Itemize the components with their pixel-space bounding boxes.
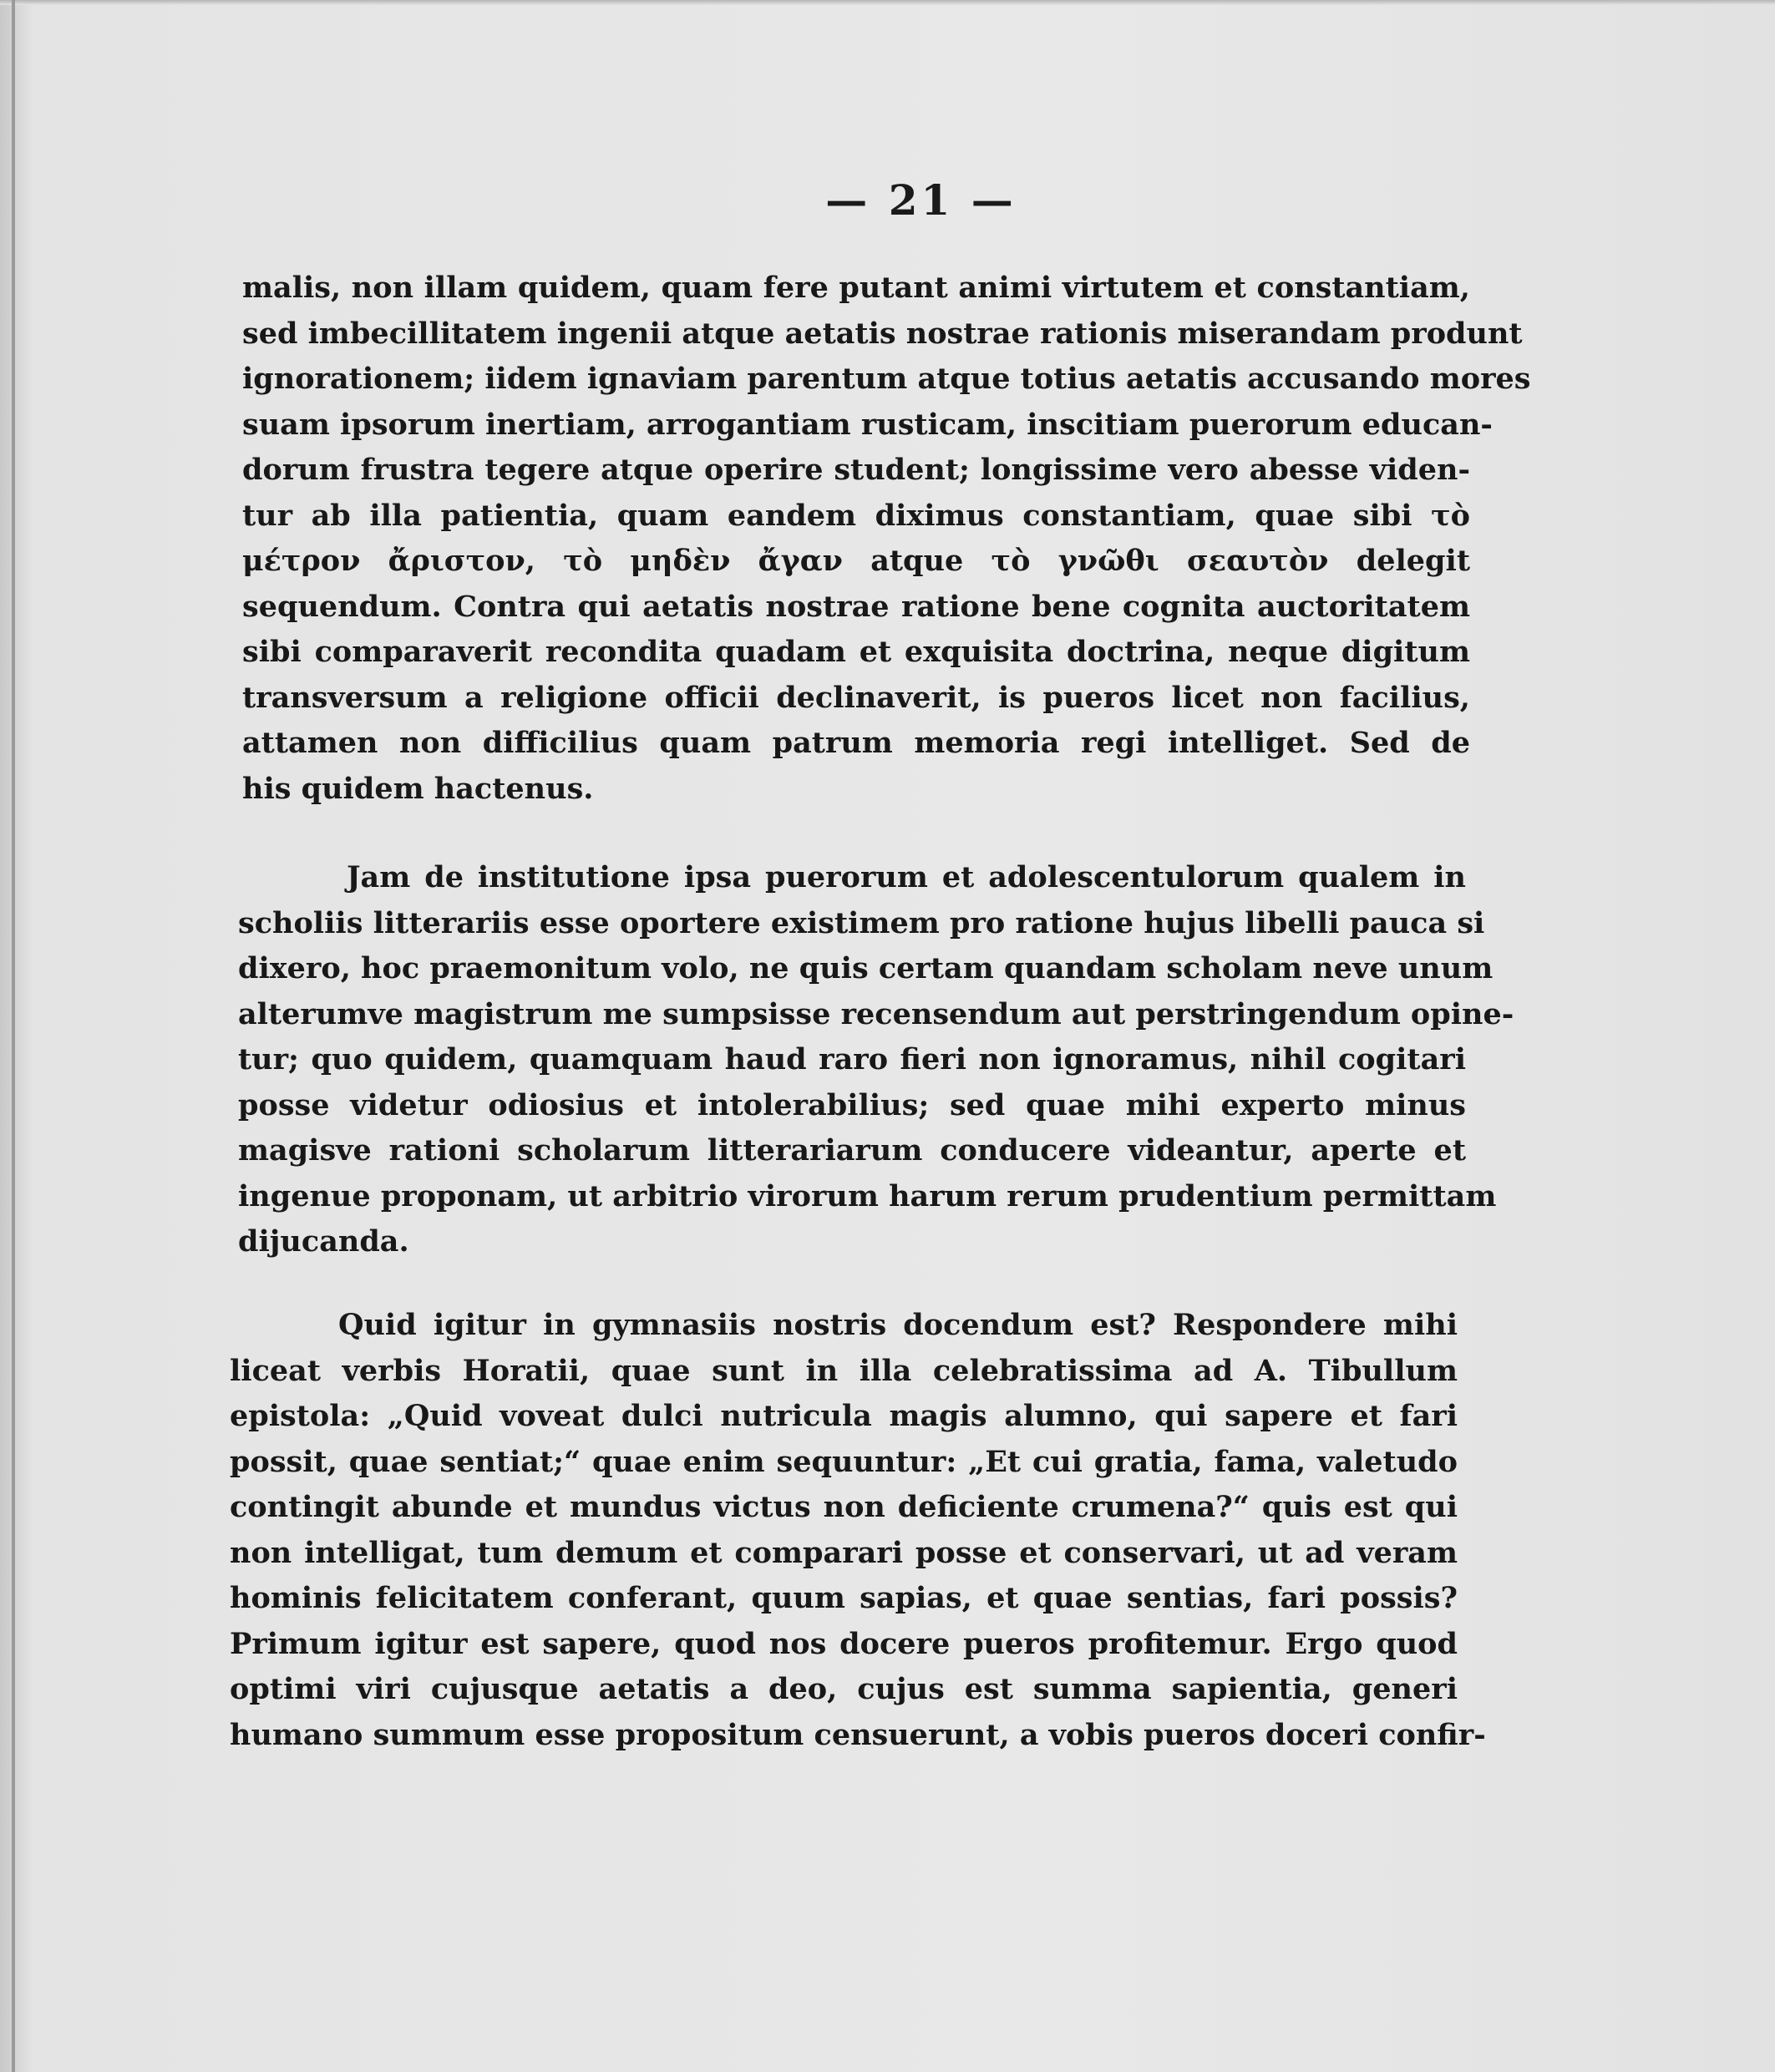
text-line: suam ipsorum inertiam, arrogantiam rusticam, inscitiam puerorum educan- bbox=[242, 407, 1493, 442]
paragraph-2 bbox=[238, 855, 1514, 1265]
text-line: hominis felicitatem conferant, quum sapias, et quae sentias, fari possis? bbox=[230, 1581, 1458, 1615]
paragraph-3 bbox=[230, 1303, 1486, 1758]
text-line: posse videtur odiosius et intolerabilius; sed quae mihi experto minus bbox=[238, 1087, 1466, 1122]
text-line: sequendum. Contra qui aetatis nostrae ratione bene cognita auctoritatem bbox=[242, 589, 1470, 624]
text-line: attamen non difficilius quam patrum memoria regi intelliget. Sed de bbox=[242, 726, 1470, 760]
text-line: Jam de institutione ipsa puerorum et adolescentulorum qualem in bbox=[347, 860, 1466, 894]
text-line: tur ab illa patientia, quam eandem diximus constantiam, quae sibi τὸ bbox=[242, 498, 1470, 533]
text-line: his quidem hactenus. bbox=[242, 771, 594, 806]
text-line: dorum frustra tegere atque operire student; longissime vero abesse viden- bbox=[242, 453, 1470, 487]
text-line: contingit abunde et mundus victus non deficiente crumena?“ quis est qui bbox=[230, 1490, 1458, 1524]
text-line: liceat verbis Horatii, quae sunt in illa celebratissima ad A. Tibullum bbox=[230, 1353, 1458, 1388]
text-line: epistola: „Quid voveat dulci nutricula magis alumno, qui sapere et fari bbox=[230, 1399, 1458, 1433]
text-line: dijucanda. bbox=[238, 1224, 409, 1259]
text-line-greek: μέτρον ἄριστον, τὸ μηδὲν ἄγαν atque τὸ γνῶθι σεαυτὸν delegit bbox=[242, 544, 1470, 578]
text-line: tur; quo quidem, quamquam haud raro fieri non ignoramus, nihil cogitari bbox=[238, 1042, 1466, 1077]
text-line: non intelligat, tum demum et comparari posse et conservari, ut ad veram bbox=[230, 1535, 1458, 1570]
text-line: optimi viri cujusque aetatis a deo, cujus est summa sapientia, generi bbox=[230, 1672, 1458, 1706]
text-line: alterumve magistrum me sumpsisse recensendum aut perstringendum opine- bbox=[238, 996, 1514, 1031]
text-line: magisve rationi scholarum litterariarum conducere videantur, aperte et bbox=[238, 1133, 1466, 1168]
text-line: scholiis litterariis esse oportere existimem pro ratione hujus libelli pauca si bbox=[238, 905, 1485, 940]
text-line: ingenue proponam, ut arbitrio virorum harum rerum prudentium permittam bbox=[238, 1178, 1497, 1213]
text-line: humano summum esse propositum censuerunt, a vobis pueros doceri confir- bbox=[230, 1717, 1486, 1752]
text-line: ignorationem; iidem ignaviam parentum atque totius aetatis accusando mores bbox=[242, 362, 1531, 396]
text-line: Primum igitur est sapere, quod nos docere pueros profitemur. Ergo quod bbox=[230, 1626, 1458, 1661]
text-line: dixero, hoc praemonitum volo, ne quis certam quandam scholam neve unum bbox=[238, 951, 1494, 985]
text-line: sed imbecillitatem ingenii atque aetatis nostrae rationis miserandam produnt bbox=[242, 316, 1523, 351]
text-line: transversum a religione officii declinaverit, is pueros licet non facilius, bbox=[242, 680, 1470, 715]
page-binding-edge bbox=[12, 0, 15, 2072]
paragraph-1 bbox=[242, 266, 1531, 812]
page-top-edge bbox=[0, 0, 1775, 5]
text-line: Quid igitur in gymnasiis nostris docendum est? Respondere mihi bbox=[338, 1308, 1458, 1342]
text-line: possit, quae sentiat;“ quae enim sequuntur: „Et cui gratia, fama, valetudo bbox=[230, 1444, 1458, 1479]
text-line: sibi comparaverit recondita quadam et exquisita doctrina, neque digitum bbox=[242, 635, 1470, 669]
page-number: — 21 — bbox=[825, 175, 1017, 225]
text-line: malis, non illam quidem, quam fere putant animi virtutem et constantiam, bbox=[242, 271, 1470, 305]
